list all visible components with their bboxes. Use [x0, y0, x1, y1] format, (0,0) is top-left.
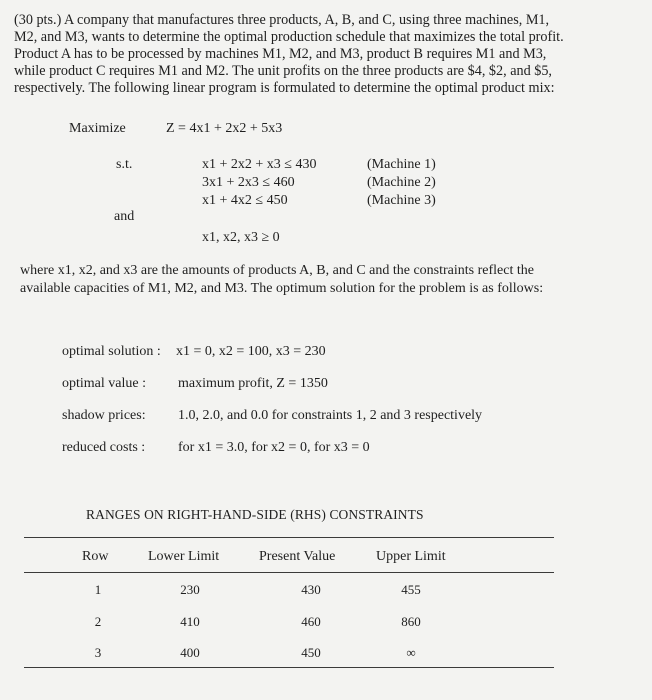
header-row: Row	[82, 549, 109, 564]
problem-line-1: (30 pts.) A company that manufactures three products, A, B, and C, using three machines, M1,	[14, 12, 550, 28]
rhs-table-title: RANGES ON RIGHT-HAND-SIDE (RHS) CONSTRAINTS	[86, 507, 424, 522]
cell-upper-1: 455	[401, 582, 421, 597]
header-present-value: Present Value	[259, 549, 336, 564]
subject-to-label: s.t.	[116, 157, 133, 172]
table-top-rule	[24, 537, 554, 538]
problem-line-5: respectively. The following linear program is formulated to determine the optimal product mix:	[14, 80, 555, 96]
cell-present-2: 460	[301, 614, 321, 629]
objective-function: Z = 4x1 + 2x2 + 5x3	[166, 121, 283, 136]
constraint-1-note: (Machine 1)	[367, 157, 436, 172]
cell-upper-3: ∞	[406, 645, 416, 660]
where-line-1: where x1, x2, and x3 are the amounts of products A, B, and C and the constraints reflect the	[20, 263, 534, 278]
constraint-3-note: (Machine 3)	[367, 193, 436, 208]
constraint-3: x1 + 4x2 ≤ 450	[202, 193, 288, 208]
cell-lower-1: 230	[180, 582, 200, 597]
solution-value-optimal-value: maximum profit, Z = 1350	[178, 376, 328, 391]
table-bottom-rule	[24, 667, 554, 668]
cell-present-3: 450	[301, 645, 321, 660]
solution-label-optimal-value: optimal value :	[62, 376, 146, 391]
solution-label-reduced-costs: reduced costs :	[62, 440, 146, 455]
cell-lower-2: 410	[180, 614, 200, 629]
and-label: and	[114, 209, 135, 224]
solution-value-shadow-prices: 1.0, 2.0, and 0.0 for constraints 1, 2 and 3 respectively	[178, 408, 483, 423]
solution-label-shadow-prices: shadow prices:	[62, 408, 146, 423]
cell-row-2: 2	[94, 614, 102, 629]
header-upper-limit: Upper Limit	[376, 549, 446, 564]
cell-lower-3: 400	[180, 645, 200, 660]
constraint-2-note: (Machine 2)	[367, 175, 436, 190]
where-line-2: available capacities of M1, M2, and M3. The optimum solution for the problem is as follows:	[20, 281, 544, 296]
cell-row-1: 1	[94, 582, 102, 597]
header-lower-limit: Lower Limit	[148, 549, 220, 564]
cell-row-3: 3	[94, 645, 102, 660]
cell-present-1: 430	[301, 582, 321, 597]
solution-value-optimal-solution: x1 = 0, x2 = 100, x3 = 230	[176, 344, 326, 359]
problem-statement	[14, 12, 640, 97]
constraint-2: 3x1 + 2x3 ≤ 460	[202, 175, 295, 190]
problem-line-2: M2, and M3, wants to determine the optimal production schedule that maximizes the total profit.	[14, 29, 564, 45]
problem-line-3: Product A has to be processed by machines M1, M2, and M3, product B requires M1 and M3,	[14, 46, 547, 62]
constraint-1: x1 + 2x2 + x3 ≤ 430	[202, 157, 317, 172]
table-header-rule	[24, 572, 554, 573]
problem-line-4: while product C requires M1 and M2. The unit profits on the three products are $4, $2, and $5,	[14, 63, 552, 79]
cell-upper-2: 860	[401, 614, 421, 629]
nonnegativity-constraint: x1, x2, x3 ≥ 0	[202, 230, 280, 245]
solution-label-optimal-solution: optimal solution :	[62, 344, 161, 359]
solution-value-reduced-costs: for x1 = 3.0, for x2 = 0, for x3 = 0	[178, 440, 370, 455]
maximize-label: Maximize	[69, 121, 126, 136]
